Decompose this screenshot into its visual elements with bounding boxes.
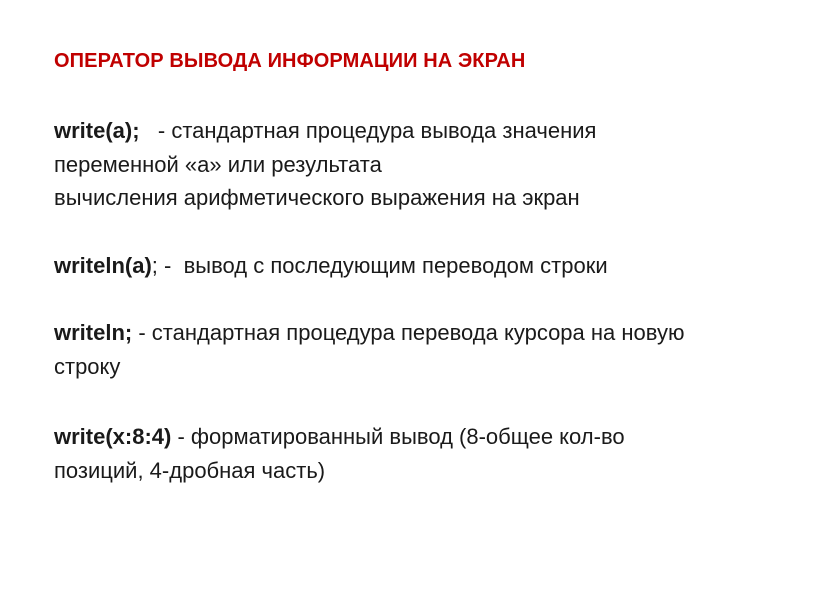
item-write-line-3 <box>54 181 580 215</box>
item-writeln-line-2 <box>54 350 120 384</box>
item-writeln-a-desc-1: ; - вывод с последующим переводом строки <box>151 253 608 278</box>
item-writeln-a-keyword: writeln(a) <box>54 253 152 278</box>
item-writeln-line-1 <box>54 316 684 350</box>
item-write-line-1 <box>54 114 596 148</box>
item-write-format-keyword: write(x:8:4) <box>54 424 172 449</box>
item-write-format-line-2 <box>54 454 325 488</box>
item-write-line-2 <box>54 148 382 182</box>
item-writeln-keyword: writeln; <box>54 320 133 345</box>
item-write-keyword: write(a); <box>54 118 140 143</box>
item-write-format-desc-1: - форматированный вывод (8-общее кол-во <box>171 424 625 449</box>
item-write-desc-1: - стандартная процедура вывода значения <box>139 118 597 143</box>
item-write-format-desc-2: позиций, 4-дробная часть) <box>54 458 326 483</box>
item-writeln-desc-1: - стандартная процедура перевода курсора на новую <box>132 320 685 345</box>
item-writeln-desc-2: строку <box>54 354 121 379</box>
item-write-format-line-1 <box>54 420 625 454</box>
item-writeln-a-line-1 <box>54 249 608 283</box>
slide-title: ОПЕРАТОР ВЫВОДА ИНФОРМАЦИИ НА ЭКРАН <box>54 50 526 72</box>
item-write-desc-3: вычисления арифметического выражения на экран <box>54 185 580 210</box>
item-write-desc-2: переменной «a» или результата <box>54 152 382 177</box>
